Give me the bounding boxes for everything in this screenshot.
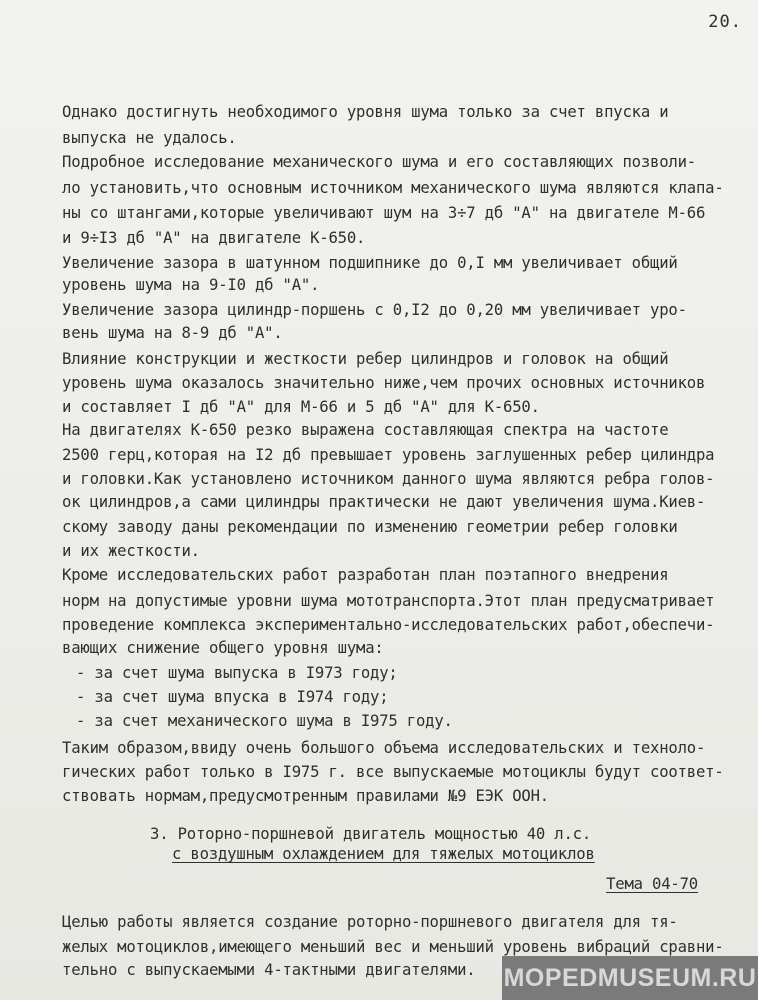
text-line: тельно с выпускаемыми 4-тактными двигателями. (62, 961, 476, 979)
text-line: норм на допустимые уровни шума мототранспорта.Этот план предусматривает (62, 592, 715, 610)
text-line: уровень шума на 9-I0 дб "А". (62, 276, 320, 294)
topic-label: Тема 04-70 (606, 875, 698, 893)
page-number: 20. (708, 12, 742, 32)
text-line: вень шума на 8-9 дб "А". (62, 324, 283, 342)
text-line: и составляет I дб "А" для М-66 и 5 дб "А" для К-650. (62, 398, 540, 416)
text-line: выпуска не удалось. (62, 129, 237, 147)
text-line: На двигателях К-650 резко выражена составляющая спектра на частоте (62, 421, 669, 439)
list-item: - за счет механического шума в I975 году. (76, 712, 453, 730)
text-line: уровень шума оказалось значительно ниже,чем прочих основных источников (62, 374, 706, 392)
text-line: и 9÷I3 дб "А" на двигателе К-650. (62, 229, 366, 247)
text-line: Однако достигнуть необходимого уровня шума только за счет впуска и (62, 103, 669, 121)
text-line: гических работ только в I975 г. все выпускаемые мотоциклы будут соответ- (62, 763, 724, 781)
text-line: ствовать нормам,предусмотренным правилами №9 ЕЭК ООН. (62, 787, 549, 805)
section-subheading: с воздушным охлаждением для тяжелых мотоциклов (172, 845, 595, 863)
list-item: - за счет шума выпуска в I973 году; (76, 664, 398, 682)
text-line: Подробное исследование механического шума и его составляющих позволи- (62, 153, 696, 171)
text-line: Увеличение зазора цилиндр-поршень с 0,I2 до 0,20 мм увеличивает уро- (62, 301, 687, 319)
text-line: ло установить,что основным источником механического шума являются клапа- (62, 179, 724, 197)
text-line: Кроме исследовательских работ разработан план поэтапного внедрения (62, 566, 669, 584)
text-line: Целью работы является создание роторно-поршневого двигателя для тя- (62, 913, 678, 931)
watermark: MOPEDMUSEUM.RU (502, 956, 758, 1000)
text-line: скому заводу даны рекомендации по изменению геометрии ребер головки (62, 518, 678, 536)
text-line: Таким образом,ввиду очень большого объема исследовательских и техноло- (62, 739, 706, 757)
text-line: ны со штангами,которые увеличивают шум на 3÷7 дб "А" на двигателе М-66 (62, 204, 706, 222)
text-line: проведение комплекса экспериментально-исследовательских работ,обеспечи- (62, 616, 715, 634)
text-line: и их жесткости. (62, 542, 200, 560)
section-heading: 3. Роторно-поршневой двигатель мощностью 40 л.с. (150, 825, 592, 843)
list-item: - за счет шума впуска в I974 году; (76, 688, 389, 706)
text-line: вающих снижение общего уровня шума: (62, 639, 384, 657)
text-line: 2500 герц,которая на I2 дб превышает уровень заглушенных ребер цилиндра (62, 446, 715, 464)
text-line: Увеличение зазора в шатунном подшипнике до 0,I мм увеличивает общий (62, 254, 678, 272)
text-line: и головки.Как установлено источником данного шума являются ребра голов- (62, 470, 715, 488)
text-line: ок цилиндров,а сами цилиндры практически не дают увеличения шума.Киев- (62, 493, 706, 511)
text-line: Влияние конструкции и жесткости ребер цилиндров и головок на общий (62, 350, 669, 368)
text-line: желых мотоциклов,имеющего меньший вес и меньший уровень вибраций сравни- (62, 938, 724, 956)
